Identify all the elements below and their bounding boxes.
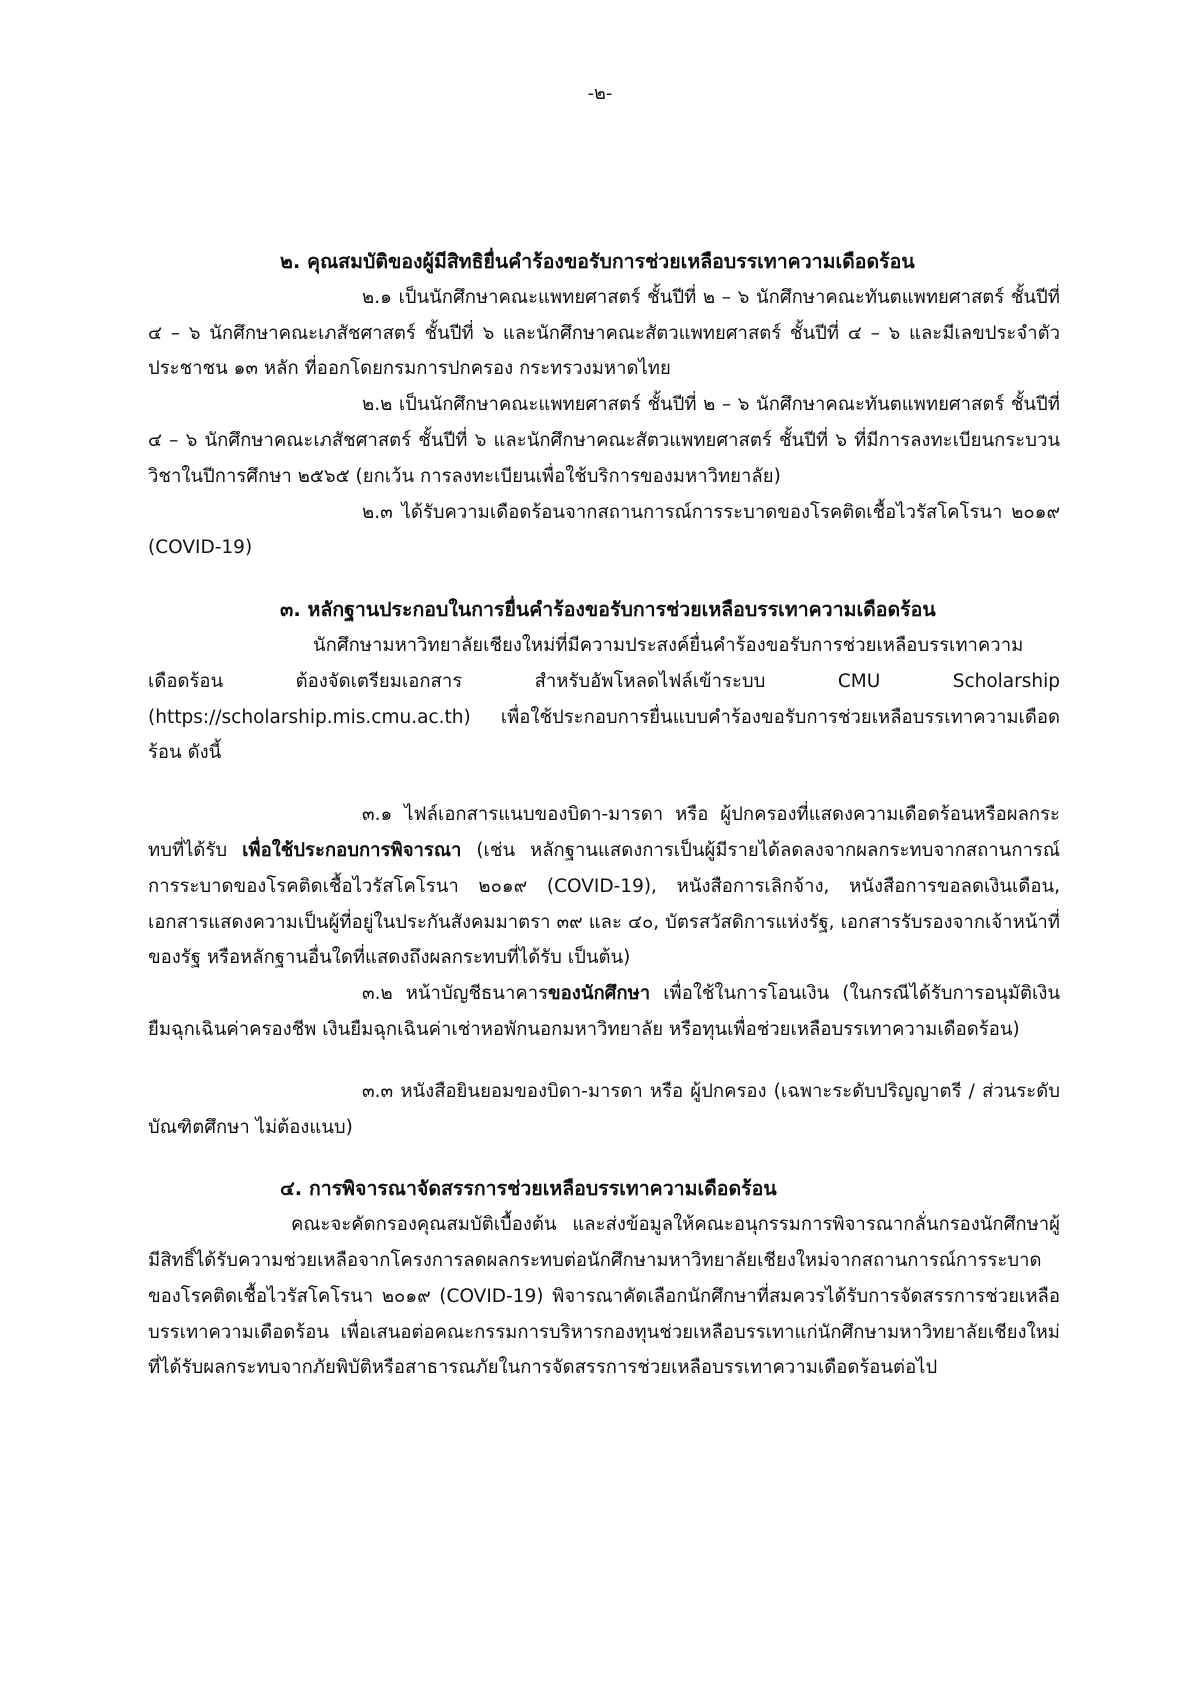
section-3-intro: นักศึกษามหาวิทยาลัยเชียงใหม่ที่มีความประสงค์ยื่นคำร้องขอรับการช่วยเหลือบรรเทาความเดือดร้อน ต้องจัดเตรียมเอกสาร สำหรับอัพโหลดไฟล์เข้าระบบ CMU Scholarship (https://scholarship.mis.cmu.ac.th) เพื่อใช้ประกอบการยื่นแบบคำร้องขอรับการช่วยเหลือบรรเทาความเดือดร้อน ดังนี้ xyxy=(148,634,1060,764)
section-3-item-1-text: ๓.๑ ไฟล์เอกสารแนบของบิดา-มารดา หรือ ผู้ปกครองที่แสดงความเดือดร้อนหรือผลกระทบที่ได้รับ xyxy=(148,804,1060,861)
section-4 xyxy=(148,1171,1060,1386)
section-3-item-3: ๓.๓ หนังสือยินยอมของบิดา-มารดา หรือ ผู้ปกครอง (เฉพาะระดับปริญญาตรี / ส่วนระดับบัณฑิตศึกษา ไม่ต้องแนบ) xyxy=(148,1080,1060,1138)
section-3-item-1-text-cont: (เช่น หลักฐานแสดงการเป็นผู้มีรายได้ลดลงจากผลกระทบจากสถานการณ์การระบาดของโรคติดเชื้อไวรัสโคโรนา ๒๐๑๙ (COVID-19), หนังสือการเลิกจ้าง, หนังสือการขอลดเงินเดือน, เอกสารแสดงความเป็นผู้ที่อยู่ในประกันสังคมมาตรา ๓๙ และ ๔๐, บัตรสวัสดิการแห่งรัฐ, เอกสารรับรองจากเจ้าหน้าที่ของรัฐ หรือหลักฐานอื่นใดที่แสดงถึงผลกระทบที่ได้รับ เป็นต้น) xyxy=(148,839,1061,969)
section-3-heading: ๓. หลักฐานประกอบในการยื่นคำร้องขอรับการช่วยเหลือบรรเทาความเดือดร้อน xyxy=(280,598,936,622)
document-body xyxy=(148,244,1060,1386)
section-3-item-2-text-cont: เพื่อใช้ในการโอนเงิน (ในกรณีได้รับการอนุมัติเงินยืมฉุกเฉินค่าครองชีพ เงินยืมฉุกเฉินค่าเช่าหอพักนอกมหาวิทยาลัย หรือทุนเพื่อช่วยเหลือบรรเทาความเดือดร้อน) xyxy=(148,983,1060,1040)
section-2 xyxy=(148,244,1060,566)
section-3-item-1 xyxy=(148,797,1060,976)
section-2-item-1: ๒.๑ เป็นนักศึกษาคณะแพทยศาสตร์ ชั้นปีที่ ๒ – ๖ นักศึกษาคณะทันตแพทยศาสตร์ ชั้นปีที่ ๔ – ๖ นักศึกษาคณะเภสัชศาสตร์ ชั้นปีที่ ๖ และนักศึกษาคณะสัตวแพทยศาสตร์ ชั้นปีที่ ๔ – ๖ และมีเลขประจำตัวประชาชน ๑๓ หลัก ที่ออกโดยกรมการปกครอง กระทรวงมหาดไทย xyxy=(148,286,1060,380)
section-3-item-2-text: ๓.๒ หน้าบัญชีธนาคาร xyxy=(362,983,549,1005)
page-number: -๒- xyxy=(587,83,613,104)
section-4-heading: ๔. การพิจารณาจัดสรรการช่วยเหลือบรรเทาความเดือดร้อน xyxy=(280,1177,777,1201)
section-3-item-2-emphasis: ของนักศึกษา xyxy=(548,983,651,1005)
section-3 xyxy=(148,592,1060,1145)
section-2-item-3: ๒.๓ ได้รับความเดือดร้อนจากสถานการณ์การระบาดของโรคติดเชื้อไวรัสโคโรนา ๒๐๑๙ (COVID-19) xyxy=(148,501,1060,559)
section-3-item-2 xyxy=(148,976,1060,1048)
section-4-body: คณะจะคัดกรองคุณสมบัติเบื้องต้น และส่งข้อมูลให้คณะอนุกรรมการพิจารณากลั่นกรองนักศึกษาผู้มีสิทธิ์ได้รับความช่วยเหลือจากโครงการลดผลกระทบต่อนักศึกษามหาวิทยาลัยเชียงใหม่จากสถานการณ์การระบาดของโรคติดเชื้อไวรัสโคโรนา ๒๐๑๙ (COVID-19) พิจารณาคัดเลือกนักศึกษาที่สมควรได้รับการจัดสรรการช่วยเหลือบรรเทาความเดือดร้อน เพื่อเสนอต่อคณะกรรมการบริหารกองทุนช่วยเหลือบรรเทาแก่นักศึกษามหาวิทยาลัยเชียงใหม่ที่ได้รับผลกระทบจากภัยพิบัติหรือสาธารณภัยในการจัดสรรการช่วยเหลือบรรเทาความเดือดร้อนต่อไป xyxy=(148,1214,1060,1379)
section-2-heading: ๒. คุณสมบัติของผู้มีสิทธิยื่นคำร้องขอรับการช่วยเหลือบรรเทาความเดือดร้อน xyxy=(280,250,915,273)
section-3-item-1-emphasis: เพื่อใช้ประกอบการพิจารณา xyxy=(242,839,462,861)
section-2-item-2: ๒.๒ เป็นนักศึกษาคณะแพทยศาสตร์ ชั้นปีที่ ๒ – ๖ นักศึกษาคณะทันตแพทยศาสตร์ ชั้นปีที่ ๔ – ๖ นักศึกษาคณะเภสัชศาสตร์ ชั้นปีที่ ๖ และนักศึกษาคณะสัตวแพทยศาสตร์ ชั้นปีที่ ๖ ที่มีการลงทะเบียนกระบวนวิชาในปีการศึกษา ๒๕๖๕ (ยกเว้น การลงทะเบียนเพื่อใช้บริการของมหาวิทยาลัย) xyxy=(148,394,1060,487)
